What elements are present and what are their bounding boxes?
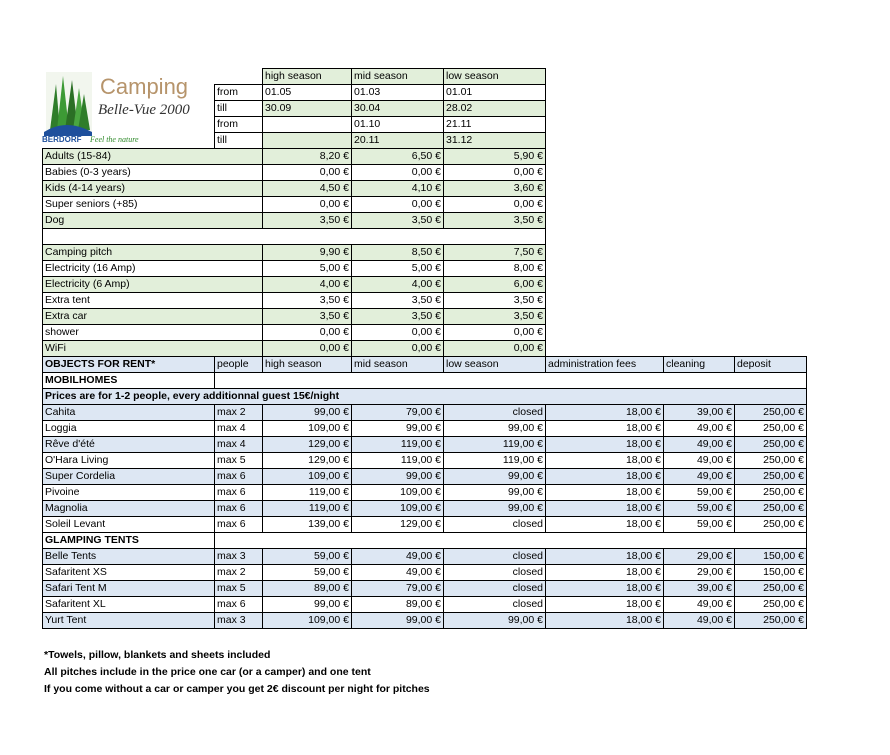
period-high-date: 30.09 [262, 100, 352, 117]
rent-mid-value: 79,00 € [351, 580, 444, 597]
rent-low-value: closed [443, 564, 546, 581]
rent-deposit-value: 250,00 € [734, 516, 807, 533]
period-mid-date: 01.10 [351, 116, 444, 133]
rent-high-value: 129,00 € [262, 436, 352, 453]
rent-high-value: 109,00 € [262, 420, 352, 437]
rent-header-cell: people [214, 356, 263, 373]
mobilhomes-note: Prices are for 1-2 people, every additionnal guest 15€/night [42, 388, 807, 405]
rent-mid-value: 99,00 € [351, 612, 444, 629]
rent-admin-value: 18,00 € [545, 484, 664, 501]
rent-deposit-value: 250,00 € [734, 404, 807, 421]
footnote-line: If you come without a car or camper you get 2€ discount per night for pitches [44, 683, 430, 695]
rate-high-price: 0,00 € [262, 164, 352, 181]
rent-high-value: 119,00 € [262, 500, 352, 517]
rent-deposit-value: 250,00 € [734, 420, 807, 437]
rent-high-value: 109,00 € [262, 468, 352, 485]
rent-mid-value: 109,00 € [351, 500, 444, 517]
rate-name: Kids (4-14 years) [42, 180, 263, 197]
rate-name: Babies (0-3 years) [42, 164, 263, 181]
rate-name: Extra tent [42, 292, 263, 309]
rent-cleaning-value: 39,00 € [663, 404, 735, 421]
rent-low-value: 99,00 € [443, 500, 546, 517]
section-title-filler [214, 532, 807, 549]
rent-people: max 6 [214, 500, 263, 517]
rent-low-value: 99,00 € [443, 468, 546, 485]
rate-low-price: 5,90 € [443, 148, 546, 165]
rent-deposit-value: 250,00 € [734, 436, 807, 453]
rent-deposit-value: 250,00 € [734, 612, 807, 629]
rent-deposit-value: 150,00 € [734, 548, 807, 565]
rent-cleaning-value: 59,00 € [663, 516, 735, 533]
rent-cleaning-value: 39,00 € [663, 580, 735, 597]
rate-high-price: 4,50 € [262, 180, 352, 197]
rent-object-name: Belle Tents [42, 548, 215, 565]
rent-object-name: Safaritent XS [42, 564, 215, 581]
rent-people: max 5 [214, 452, 263, 469]
period-mid-date: 01.03 [351, 84, 444, 101]
rate-low-price: 3,50 € [443, 308, 546, 325]
rent-object-name: Loggia [42, 420, 215, 437]
rent-low-value: 99,00 € [443, 612, 546, 629]
rent-deposit-value: 250,00 € [734, 500, 807, 517]
rent-admin-value: 18,00 € [545, 612, 664, 629]
rent-mid-value: 49,00 € [351, 548, 444, 565]
footnote-line: *Towels, pillow, blankets and sheets included [44, 649, 271, 661]
rate-high-price: 5,00 € [262, 260, 352, 277]
rent-mid-value: 109,00 € [351, 484, 444, 501]
rate-name: WiFi [42, 340, 263, 357]
rent-object-name: O'Hara Living [42, 452, 215, 469]
rate-mid-price: 0,00 € [351, 340, 444, 357]
rent-cleaning-value: 29,00 € [663, 564, 735, 581]
rent-admin-value: 18,00 € [545, 564, 664, 581]
period-label: from [214, 116, 263, 133]
rent-high-value: 119,00 € [262, 484, 352, 501]
rent-object-name: Safari Tent M [42, 580, 215, 597]
rate-name: Dog [42, 212, 263, 229]
rate-high-price: 3,50 € [262, 308, 352, 325]
rate-high-price: 0,00 € [262, 340, 352, 357]
tree-logo-icon [42, 70, 214, 150]
rate-high-price: 8,20 € [262, 148, 352, 165]
rate-name: Extra car [42, 308, 263, 325]
rate-mid-price: 3,50 € [351, 308, 444, 325]
rent-low-value: closed [443, 596, 546, 613]
rent-people: max 3 [214, 548, 263, 565]
rent-admin-value: 18,00 € [545, 596, 664, 613]
rent-admin-value: 18,00 € [545, 468, 664, 485]
rent-cleaning-value: 49,00 € [663, 420, 735, 437]
rent-object-name: Cahita [42, 404, 215, 421]
rent-high-value: 109,00 € [262, 612, 352, 629]
rate-high-price: 3,50 € [262, 212, 352, 229]
rent-header-cell: OBJECTS FOR RENT* [42, 356, 215, 373]
rent-high-value: 89,00 € [262, 580, 352, 597]
rent-people: max 2 [214, 404, 263, 421]
rate-name: Electricity (6 Amp) [42, 276, 263, 293]
rate-low-price: 3,50 € [443, 292, 546, 309]
rate-mid-price: 4,00 € [351, 276, 444, 293]
rent-people: max 5 [214, 580, 263, 597]
rent-header-cell: low season [443, 356, 546, 373]
rent-cleaning-value: 49,00 € [663, 436, 735, 453]
season-header-low: low season [443, 68, 546, 85]
rent-high-value: 99,00 € [262, 404, 352, 421]
rent-people: max 6 [214, 596, 263, 613]
rent-object-name: Safaritent XL [42, 596, 215, 613]
rate-low-price: 3,50 € [443, 212, 546, 229]
rent-header-cell: mid season [351, 356, 444, 373]
rent-people: max 6 [214, 468, 263, 485]
section-title-filler [214, 372, 807, 389]
mobilhomes-title: MOBILHOMES [42, 372, 215, 389]
rate-name: Adults (15-84) [42, 148, 263, 165]
glamping-title: GLAMPING TENTS [42, 532, 215, 549]
rent-admin-value: 18,00 € [545, 404, 664, 421]
period-low-date: 21.11 [443, 116, 546, 133]
rate-mid-price: 6,50 € [351, 148, 444, 165]
rent-high-value: 139,00 € [262, 516, 352, 533]
rent-high-value: 99,00 € [262, 596, 352, 613]
rent-people: max 3 [214, 612, 263, 629]
rate-mid-price: 3,50 € [351, 292, 444, 309]
rent-object-name: Magnolia [42, 500, 215, 517]
rate-mid-price: 0,00 € [351, 196, 444, 213]
rent-low-value: closed [443, 404, 546, 421]
rate-low-price: 8,00 € [443, 260, 546, 277]
footnotes [44, 647, 430, 698]
rent-cleaning-value: 49,00 € [663, 612, 735, 629]
rent-cleaning-value: 59,00 € [663, 484, 735, 501]
rent-object-name: Yurt Tent [42, 612, 215, 629]
rent-low-value: closed [443, 516, 546, 533]
rent-object-name: Rêve d'été [42, 436, 215, 453]
rent-people: max 2 [214, 564, 263, 581]
rent-admin-value: 18,00 € [545, 420, 664, 437]
rent-deposit-value: 250,00 € [734, 596, 807, 613]
period-high-date [262, 116, 352, 133]
rent-low-value: 119,00 € [443, 452, 546, 469]
period-high-date [262, 132, 352, 149]
period-label: till [214, 100, 263, 117]
svg-text:Belle-Vue 2000: Belle-Vue 2000 [98, 102, 190, 118]
rate-mid-price: 8,50 € [351, 244, 444, 261]
rent-people: max 6 [214, 516, 263, 533]
rent-cleaning-value: 49,00 € [663, 596, 735, 613]
rate-mid-price: 5,00 € [351, 260, 444, 277]
rate-low-price: 0,00 € [443, 196, 546, 213]
rent-deposit-value: 250,00 € [734, 452, 807, 469]
rent-admin-value: 18,00 € [545, 500, 664, 517]
rent-header-cell: administration fees [545, 356, 664, 373]
rent-object-name: Pivoine [42, 484, 215, 501]
rent-mid-value: 79,00 € [351, 404, 444, 421]
period-label: from [214, 84, 263, 101]
rent-admin-value: 18,00 € [545, 452, 664, 469]
rent-mid-value: 119,00 € [351, 436, 444, 453]
rent-mid-value: 89,00 € [351, 596, 444, 613]
rent-mid-value: 99,00 € [351, 420, 444, 437]
season-header-high: high season [262, 68, 352, 85]
rate-name: shower [42, 324, 263, 341]
rate-low-price: 7,50 € [443, 244, 546, 261]
period-high-date: 01.05 [262, 84, 352, 101]
rent-low-value: 119,00 € [443, 436, 546, 453]
svg-text:BERDORF: BERDORF [42, 135, 82, 144]
rate-mid-price: 0,00 € [351, 164, 444, 181]
rate-mid-price: 3,50 € [351, 212, 444, 229]
period-low-date: 28.02 [443, 100, 546, 117]
rent-deposit-value: 250,00 € [734, 580, 807, 597]
rate-low-price: 0,00 € [443, 164, 546, 181]
rate-high-price: 3,50 € [262, 292, 352, 309]
period-mid-date: 20.11 [351, 132, 444, 149]
rent-mid-value: 49,00 € [351, 564, 444, 581]
rent-header-cell: high season [262, 356, 352, 373]
rent-high-value: 59,00 € [262, 548, 352, 565]
rent-admin-value: 18,00 € [545, 580, 664, 597]
rent-header-cell: deposit [734, 356, 807, 373]
rate-high-price: 4,00 € [262, 276, 352, 293]
season-header-mid: mid season [351, 68, 444, 85]
rate-name: Super seniors (+85) [42, 196, 263, 213]
rent-deposit-value: 250,00 € [734, 468, 807, 485]
rate-mid-price: 4,10 € [351, 180, 444, 197]
rent-cleaning-value: 29,00 € [663, 548, 735, 565]
rent-mid-value: 119,00 € [351, 452, 444, 469]
rate-low-price: 0,00 € [443, 324, 546, 341]
period-mid-date: 30.04 [351, 100, 444, 117]
svg-text:Feel the nature: Feel the nature [90, 135, 139, 144]
rent-admin-value: 18,00 € [545, 516, 664, 533]
rent-low-value: closed [443, 580, 546, 597]
rent-low-value: closed [443, 548, 546, 565]
rent-cleaning-value: 49,00 € [663, 452, 735, 469]
rent-cleaning-value: 49,00 € [663, 468, 735, 485]
rent-object-name: Soleil Levant [42, 516, 215, 533]
rent-mid-value: 99,00 € [351, 468, 444, 485]
rate-name: Electricity (16 Amp) [42, 260, 263, 277]
period-low-date: 31.12 [443, 132, 546, 149]
rent-people: max 4 [214, 436, 263, 453]
rate-high-price: 0,00 € [262, 196, 352, 213]
rent-deposit-value: 250,00 € [734, 484, 807, 501]
rate-low-price: 0,00 € [443, 340, 546, 357]
rate-low-price: 6,00 € [443, 276, 546, 293]
svg-text:Camping: Camping [100, 74, 189, 99]
rent-admin-value: 18,00 € [545, 548, 664, 565]
rate-high-price: 9,90 € [262, 244, 352, 261]
period-low-date: 01.01 [443, 84, 546, 101]
rent-low-value: 99,00 € [443, 484, 546, 501]
camping-logo [42, 70, 214, 150]
spacer-row [42, 228, 546, 245]
rent-deposit-value: 150,00 € [734, 564, 807, 581]
rent-low-value: 99,00 € [443, 420, 546, 437]
rent-object-name: Super Cordelia [42, 468, 215, 485]
rent-mid-value: 129,00 € [351, 516, 444, 533]
rent-header-cell: cleaning [663, 356, 735, 373]
rent-admin-value: 18,00 € [545, 436, 664, 453]
rent-people: max 4 [214, 420, 263, 437]
rent-high-value: 129,00 € [262, 452, 352, 469]
rate-mid-price: 0,00 € [351, 324, 444, 341]
rate-low-price: 3,60 € [443, 180, 546, 197]
period-label: till [214, 132, 263, 149]
rate-high-price: 0,00 € [262, 324, 352, 341]
footnote-line: All pitches include in the price one car (or a camper) and one tent [44, 666, 371, 678]
rent-high-value: 59,00 € [262, 564, 352, 581]
rate-name: Camping pitch [42, 244, 263, 261]
rent-people: max 6 [214, 484, 263, 501]
rent-cleaning-value: 59,00 € [663, 500, 735, 517]
